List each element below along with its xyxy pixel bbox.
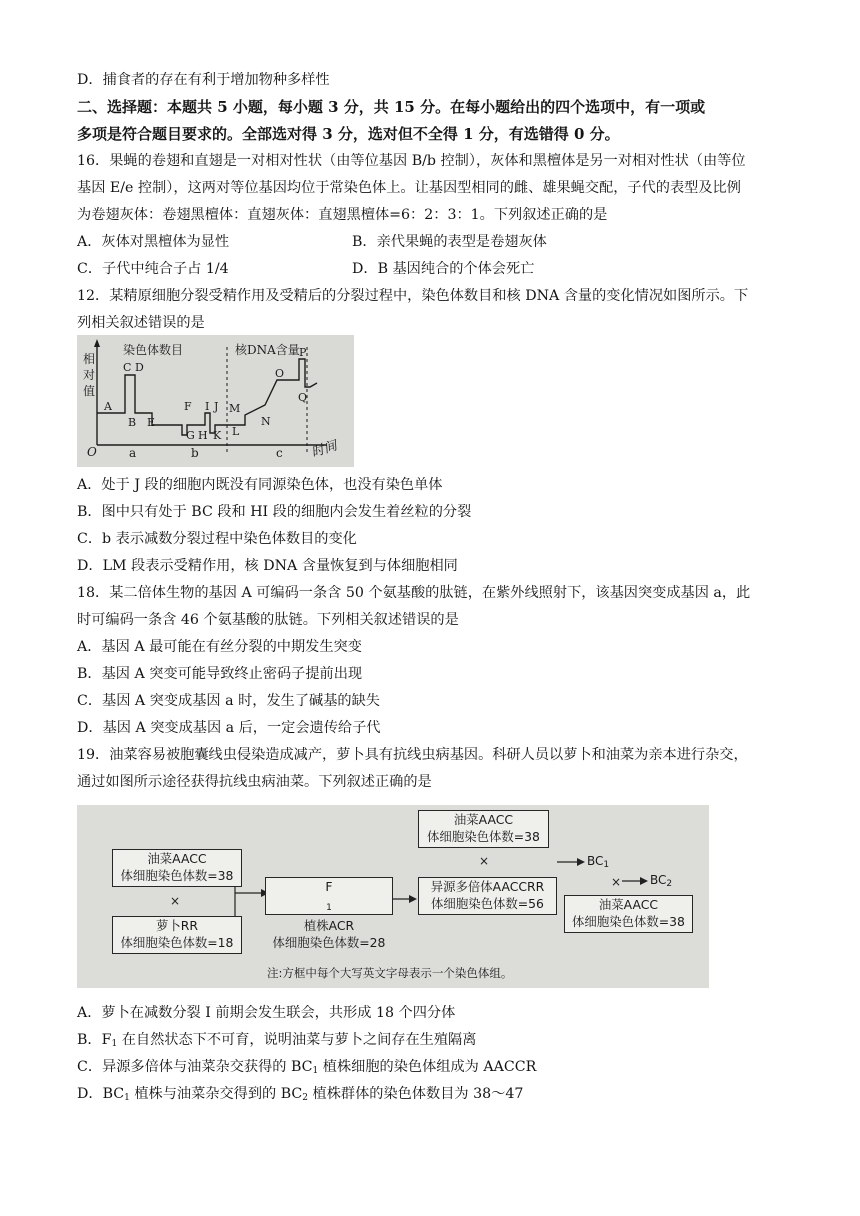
point-M: M xyxy=(229,402,241,415)
q18-option-b: B．基因 A 突变可能导致终止密码子提前出现 xyxy=(77,666,363,682)
figure-note: 注:方框中每个大写英文字母表示一个染色体组。 xyxy=(267,966,513,980)
q16-stem-line3: 为卷翅灰体：卷翅黑檀体：直翅灰体：直翅黑檀体=6：2：3：1。下列叙述正确的是 xyxy=(77,207,608,223)
box-f1-plant: F $_1$ 植株ACR 体细胞染色体数=28 xyxy=(265,877,393,915)
q12-stem-line2: 列相关叙述错误的是 xyxy=(77,315,205,331)
point-G: G xyxy=(186,429,195,442)
q19-option-b: B．$F_1$ 在自然状态下不可育，说明油菜与萝卜之间存在生殖隔离 xyxy=(77,1032,477,1049)
y-axis-arrow xyxy=(94,339,100,347)
q12-option-d: D．LM 段表示受精作用，核 DNA 含量恢复到与体细胞相同 xyxy=(77,558,458,574)
q12-option-a: A．处于 J 段的细胞内既没有同源染色体，也没有染色单体 xyxy=(77,477,443,493)
point-I: I xyxy=(205,400,210,413)
y-label-2: 对 xyxy=(83,368,96,382)
bc2-label: $BC_2$ xyxy=(650,873,673,889)
q18-stem-line1: 18．某二倍体生物的基因 A 可编码一条含 50 个氨基酸的肽链，在紫外线照射下，该基因突变成基因 a，此 xyxy=(77,585,751,601)
point-P: P xyxy=(299,346,307,359)
origin-label: O xyxy=(87,445,97,459)
y-label-1: 相 xyxy=(83,352,96,366)
box-allopolyploid: 异源多倍体AACCRR 体细胞染色体数=56 xyxy=(418,877,557,915)
bc1-label: $BC_1$ xyxy=(587,854,610,870)
cross-symbol-1: × xyxy=(170,894,181,908)
point-D: D xyxy=(135,361,144,374)
q19-option-a: A．萝卜在减数分裂 I 前期会发生联会，共形成 18 个四分体 xyxy=(77,1005,456,1021)
box-rapeseed-parent: 油菜AACC 体细胞染色体数=38 xyxy=(112,849,242,887)
point-B: B xyxy=(128,416,137,429)
point-L: L xyxy=(232,425,240,438)
y-label-3: 值 xyxy=(83,384,96,398)
q18-option-a: A．基因 A 最可能在有丝分裂的中期发生突变 xyxy=(77,639,362,655)
q16-option-c: C．子代中纯合子占 1/4 xyxy=(77,261,229,277)
point-J: J xyxy=(214,400,219,413)
point-Q: Q xyxy=(298,391,308,404)
box-rapeseed-backcross: 油菜AACC 体细胞染色体数=38 xyxy=(564,895,693,933)
cross-symbol-2: × xyxy=(479,854,490,868)
q15-option-d: D．捕食者的存在有利于增加物种多样性 xyxy=(77,72,330,88)
box-radish-parent: 萝卜RR 体细胞染色体数=18 xyxy=(112,916,242,954)
q19-option-c: C．异源多倍体与油菜杂交获得的 $BC_1$ 植株细胞的染色体组成为 AACCR xyxy=(77,1059,537,1076)
q18-option-c: C．基因 A 突变成基因 a 时，发生了碱基的缺失 xyxy=(77,693,380,709)
q16-stem-line2: 基因 E/e 控制），这两对等位基因均位于常染色体上。让基因型相同的雌、雄果蝇交配，子代的表型及比例 xyxy=(77,180,741,196)
q12-stem-line1: 12．某精原细胞分裂受精作用及受精后的分裂过程中，染色体数目和核 DNA 含量的变化情况如图所示。下 xyxy=(77,288,749,304)
q18-option-d: D．基因 A 突变成基因 a 后，一定会遗传给子代 xyxy=(77,720,381,736)
q19-option-d: D．$BC_1$ 植株与油菜杂交得到的 $BC_2$ 植株群体的染色体数目为 38～47 xyxy=(77,1086,524,1103)
point-N: N xyxy=(261,415,271,428)
section-heading-line1: 二、选择题：本题共 5 小题，每小题 3 分，共 15 分。在每小题给出的四个选项中，有一项或 xyxy=(77,98,706,116)
point-E: E xyxy=(147,416,156,429)
point-F: F xyxy=(184,400,192,413)
dna-label: 核DNA含量 xyxy=(235,343,300,357)
segment-a: a xyxy=(129,446,137,460)
q16-option-d: D．B 基因纯合的个体会死亡 xyxy=(352,261,535,277)
chromosome-dna-figure xyxy=(77,335,354,467)
q16-stem-line1: 16．果蝇的卷翅和直翅是一对相对性状（由等位基因 B/b 控制），灰体和黑檀体是另一对相对性状（由等位 xyxy=(77,153,746,169)
q19-stem-line1: 19．油菜容易被胞囊线虫侵染造成减产，萝卜具有抗线虫病基因。科研人员以萝卜和油菜为亲本进行杂交， xyxy=(77,747,748,763)
q16-option-b: B．亲代果蝇的表型是卷翅灰体 xyxy=(352,234,547,250)
chromosome-label: 染色体数目 xyxy=(123,343,184,357)
q19-stem-line2: 通过如图所示途径获得抗线虫病油菜。下列叙述正确的是 xyxy=(77,774,432,790)
cross-symbol-3: × xyxy=(611,875,622,889)
point-H: H xyxy=(198,429,208,442)
q12-option-b: B．图中只有处于 BC 段和 HI 段的细胞内会发生着丝粒的分裂 xyxy=(77,504,472,520)
hybridization-figure xyxy=(77,805,709,988)
q12-option-c: C．b 表示减数分裂过程中染色体数目的变化 xyxy=(77,531,357,547)
box-rapeseed-cross: 油菜AACC 体细胞染色体数=38 xyxy=(418,810,549,848)
x-label: 时间 xyxy=(309,438,339,461)
section-heading-line2: 多项是符合题目要求的。全部选对得 3 分，选对但不全得 1 分，有选错得 0 分。 xyxy=(77,125,620,143)
segment-c: c xyxy=(276,446,283,460)
point-O: O xyxy=(275,367,285,380)
point-A: A xyxy=(104,400,112,413)
q16-option-a: A．灰体对黑檀体为显性 xyxy=(77,234,230,250)
q18-stem-line2: 时可编码一条含 46 个氨基酸的肽链。下列相关叙述错误的是 xyxy=(77,612,459,628)
segment-b: b xyxy=(191,446,199,460)
point-K: K xyxy=(213,429,222,442)
point-C: C xyxy=(123,361,132,374)
